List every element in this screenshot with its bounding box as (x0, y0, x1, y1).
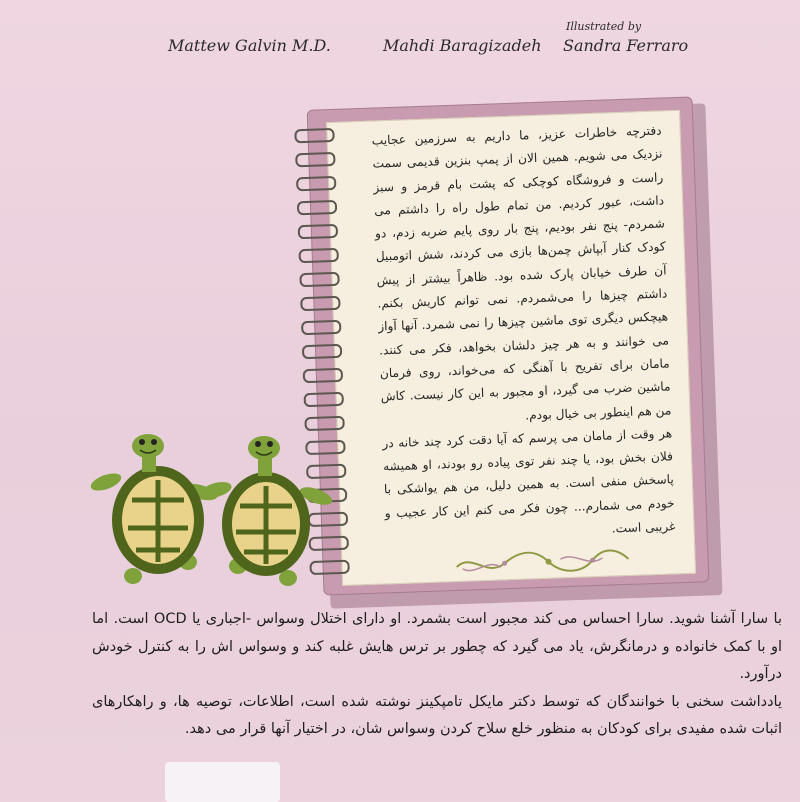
dancing-turtles-icon (88, 430, 333, 590)
diary-entry (371, 120, 675, 550)
book-description (92, 606, 782, 744)
description-paragraph-1: با سارا آشنا شوید. سارا احساس می کند مجبور است بشمرد. او دارای اختلال وسواس -اجباری یا OCD است. اما او با کمک خانواده و درمانگرش، یاد می گیرد که چطور بر ترس هایش غلبه کند و وسواس اش را به کنترل خودش درآورد. (92, 611, 782, 682)
illustrator-credit: Sandra Ferraro (563, 36, 689, 55)
notebook-page (326, 110, 696, 586)
credits-bar (0, 0, 800, 70)
author-credit: Mattew Galvin M.D. (168, 36, 331, 55)
spiral-notebook (308, 97, 709, 594)
description-paragraph-2: یادداشت سخنی با خوانندگان که توسط دکتر مایکل تامپکینز نوشته شده است، اطلاعات، توصیه ها، و راهکارهای اثبات شده مفیدی برای کودکان به منظور خلع سلاح کردن وسواس شان، در اختیار آنها قرار می دهد. (92, 693, 782, 737)
diary-paragraph-1: دفترچه خاطرات عزیز، ما داریم به سرزمین عجایب نزدیک می شویم. همین الان از پمپ بنزین قدیمی سمت راست و فروشگاه کوچکی که پشت بام قرمز و سبز داشت، عبور کردیم. من تمام طول راه را داشتم می شمردم- پنج نفر بودیم، پنج بار روی پایم ضربه زدم، دو کودک کنار آبپاش چمن‌ها بازی می کردند، شش اتومبیل آن طرف خیابان پارک شده بود. ظاهراً بیشتر از پیش داشتم چیزها را می‌شمردم. نمی توانم کاریش بکنم. هیچکس دیگری توی ماشین چیزها را نمی شمرد. آنها آواز می خوانند و به هر چیز دلشان بخواهد، فکر می کنند. مامان برای تفریح با آهنگی که می‌خواند، روی فرمان ماشین ضرب می گیرد، او مجبور به این کار نیست. کاش من هم اینطور بی خیال بودم. (371, 123, 672, 422)
diary-paragraph-2: هر وقت از مامان می پرسم که آیا دقت کرد چند خانه در فلان بخش بود، یا چند نفر توی پیاده رو بودند، او همیشه پاسخش منفی است. به همین دلیل، من هم یواشکی با خودم می شمارم... چون فکر می کنم این کار عجیب و غریبی است. (382, 426, 676, 536)
translator-credit: Mahdi Baragizadeh (383, 36, 542, 55)
barcode-label (165, 762, 280, 802)
turtle-right-icon (199, 436, 333, 586)
decorative-flourish-icon (452, 545, 633, 579)
turtle-left-icon (89, 434, 220, 584)
illustrated-by-label: Illustrated by (566, 20, 642, 33)
